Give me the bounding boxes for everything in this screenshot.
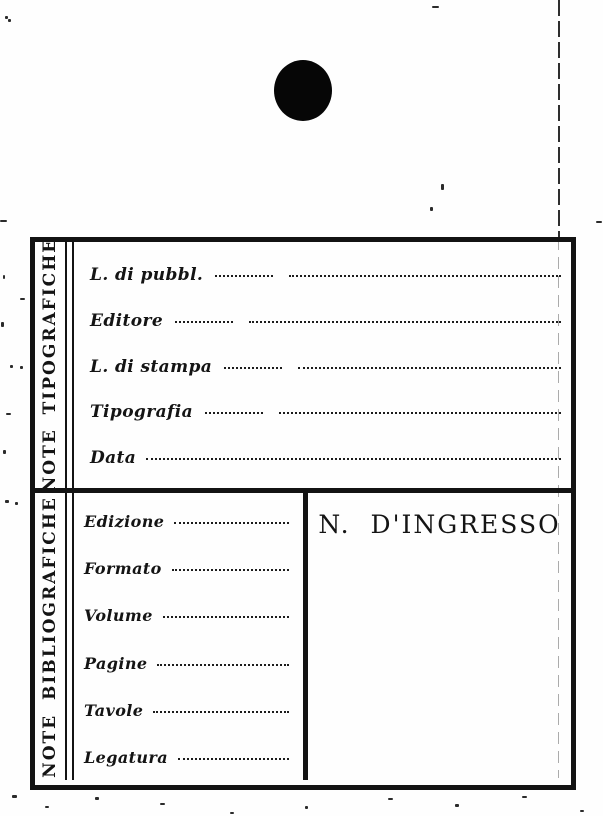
bibliographic-fields-column (74, 493, 308, 780)
field-label: L. di stampa (90, 356, 213, 377)
sidebar-bibliografiche (35, 493, 65, 780)
field-label: Tavole (84, 700, 144, 720)
scan-noise-speck (305, 806, 308, 809)
field-label: Legatura (84, 747, 169, 767)
double-rule-divider (65, 242, 74, 488)
ingresso-panel (308, 493, 571, 780)
dotted-fill-line (172, 569, 289, 571)
field-row-formato (84, 559, 289, 578)
section-note-bibliografiche (35, 493, 571, 780)
scan-noise-speck (20, 298, 25, 300)
scan-noise-speck (580, 810, 584, 812)
field-label: Data (90, 448, 137, 468)
scan-noise-speck (12, 795, 17, 798)
field-label: Tipografia (90, 402, 193, 423)
dotted-fill-line (224, 367, 282, 369)
scan-noise-speck (3, 275, 5, 279)
scan-noise-speck (160, 803, 165, 805)
sidebar-tipografiche (35, 237, 65, 493)
field-label: Editore (90, 310, 164, 331)
field-row-volume (84, 606, 289, 625)
scan-edge-line (558, 0, 560, 238)
ingresso-title: N. D'INGRESSO (318, 510, 561, 539)
scan-noise-speck (432, 6, 439, 8)
scan-noise-speck (230, 812, 234, 814)
scan-noise-speck (455, 804, 459, 807)
scan-noise-speck (1, 322, 4, 327)
scan-noise-speck (45, 806, 49, 808)
dotted-fill-line (146, 458, 561, 460)
sidebar-label-bibliografiche: NOTE BIBLIOGRAFICHE (40, 495, 60, 778)
dotted-fill-line (157, 664, 289, 666)
hole-punch (274, 60, 332, 121)
dotted-fill-line (175, 321, 233, 323)
catalog-card (30, 237, 576, 790)
dotted-fill-line (289, 275, 561, 277)
field-label: Pagine (84, 653, 148, 673)
scan-noise-speck (388, 798, 393, 800)
scan-noise-speck (441, 184, 444, 190)
section-note-tipografiche (35, 237, 571, 493)
scan-noise-speck (3, 450, 6, 454)
field-row-tavole (84, 701, 289, 720)
field-row-data (90, 448, 561, 468)
field-label: Formato (84, 559, 162, 579)
scan-noise-speck (15, 502, 18, 505)
dotted-fill-line (163, 616, 289, 618)
dotted-fill-line (178, 758, 289, 760)
dotted-fill-line (249, 321, 561, 323)
scan-noise-speck (5, 500, 9, 503)
scan-noise-speck (20, 366, 23, 369)
field-row-luogo-stampa (90, 357, 561, 377)
dotted-fill-line (205, 412, 263, 414)
field-label: Volume (84, 606, 153, 626)
scan-noise-speck (10, 365, 13, 368)
scan-noise-speck (8, 19, 11, 22)
scan-noise-speck (522, 796, 527, 798)
scan-noise-speck (430, 207, 433, 211)
field-row-edizione (84, 512, 289, 531)
field-label: Edizione (84, 512, 165, 531)
scan-noise-speck (6, 413, 11, 415)
dotted-fill-line (174, 522, 289, 524)
dotted-fill-line (153, 711, 289, 713)
dotted-fill-line (298, 367, 561, 369)
field-row-tipografia (90, 402, 561, 422)
field-row-legatura (84, 748, 289, 767)
typographic-fields (74, 242, 571, 488)
dotted-fill-line (215, 275, 273, 277)
scan-noise-speck (596, 221, 602, 223)
dotted-fill-line (279, 412, 561, 414)
double-rule-divider (65, 493, 74, 780)
scan-noise-speck (95, 797, 99, 800)
field-row-pagine (84, 654, 289, 673)
field-row-luogo-pubblicazione (90, 265, 561, 285)
sidebar-label-tipografiche: NOTE TIPOGRAFICHE (40, 237, 60, 493)
field-row-editore (90, 311, 561, 331)
field-label: L. di pubbl. (90, 265, 204, 285)
scan-noise-speck (0, 220, 7, 222)
